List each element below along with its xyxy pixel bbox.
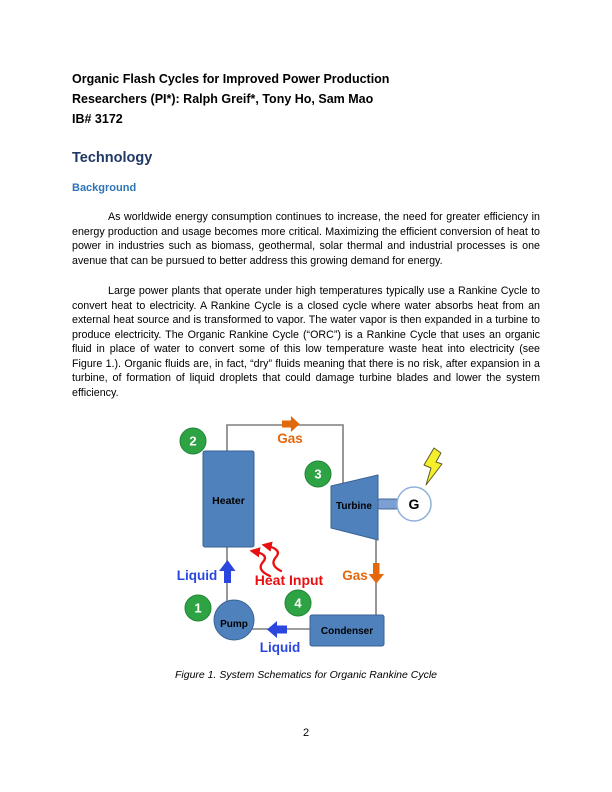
generator-label: G bbox=[408, 496, 420, 512]
paragraph-background-1: As worldwide energy consumption continues to increase, the need for greater efficiency in energy production and usage becomes more critical. Maximizing the efficient conversion of heat to power in industries such as biomass, geothermal, solar thermal and industrial processes is one avenue that can be pursued to better address this growing demand for energy. bbox=[72, 211, 540, 267]
title-line-2: Researchers (PI*): Ralph Greif*, Tony Ho, Sam Mao bbox=[72, 92, 374, 106]
heat-input-label: Heat Input bbox=[254, 572, 324, 588]
document-title bbox=[72, 69, 540, 129]
gas-arrow-down-icon bbox=[369, 563, 385, 584]
gas-right-label: Gas bbox=[342, 568, 368, 583]
pump-label: Pump bbox=[220, 619, 248, 630]
turbine-label: Turbine bbox=[336, 501, 372, 512]
state-4-number: 4 bbox=[294, 595, 302, 611]
state-1-number: 1 bbox=[194, 600, 202, 616]
liquid-arrow-left-icon bbox=[267, 621, 287, 638]
figure-1-schematic bbox=[150, 413, 470, 663]
page-number: 2 bbox=[302, 727, 310, 739]
generator-shaft bbox=[378, 499, 398, 509]
liquid-bottom-label: Liquid bbox=[259, 640, 301, 655]
state-3-number: 3 bbox=[314, 466, 322, 482]
heading-background: Background bbox=[72, 182, 137, 194]
title-line-1: Organic Flash Cycles for Improved Power Production bbox=[72, 72, 390, 86]
figure-caption: Figure 1. System Schematics for Organic Rankine Cycle bbox=[174, 669, 437, 681]
liquid-arrow-up-icon bbox=[219, 560, 236, 583]
heading-technology: Technology bbox=[72, 150, 153, 166]
state-2-number: 2 bbox=[189, 433, 197, 449]
heat-input-arrow-icon bbox=[264, 545, 281, 571]
gas-arrow-right-icon bbox=[282, 416, 300, 432]
liquid-left-label: Liquid bbox=[176, 568, 218, 583]
orc-cycle-diagram bbox=[150, 413, 470, 663]
lightning-bolt-icon bbox=[424, 448, 442, 485]
condenser-label: Condenser bbox=[320, 626, 374, 637]
title-line-3: IB# 3172 bbox=[72, 112, 123, 126]
heater-label: Heater bbox=[212, 495, 245, 507]
paragraph-background-2: Large power plants that operate under high temperatures typically use a Rankine Cycle to convert heat to electricity. A Rankine Cycle is a closed cycle where water absorbs heat from an external heat source and is transformed to vapor. The water vapor is then expanded in a turbine to produce electricity. The Organic Rankine Cycle (“ORC”) is a Rankine Cycle that uses an organic fluid in place of water to convert some of this low temperature waste heat into electricity (see Figure 1.). Organic fluids are, in fact, “dry” fluids meaning that there is no risk, after expansion in a turbine, of formation of liquid droplets that could damage turbine blades and lower the system efficiency. bbox=[72, 285, 540, 399]
gas-top-label: Gas bbox=[277, 431, 303, 446]
